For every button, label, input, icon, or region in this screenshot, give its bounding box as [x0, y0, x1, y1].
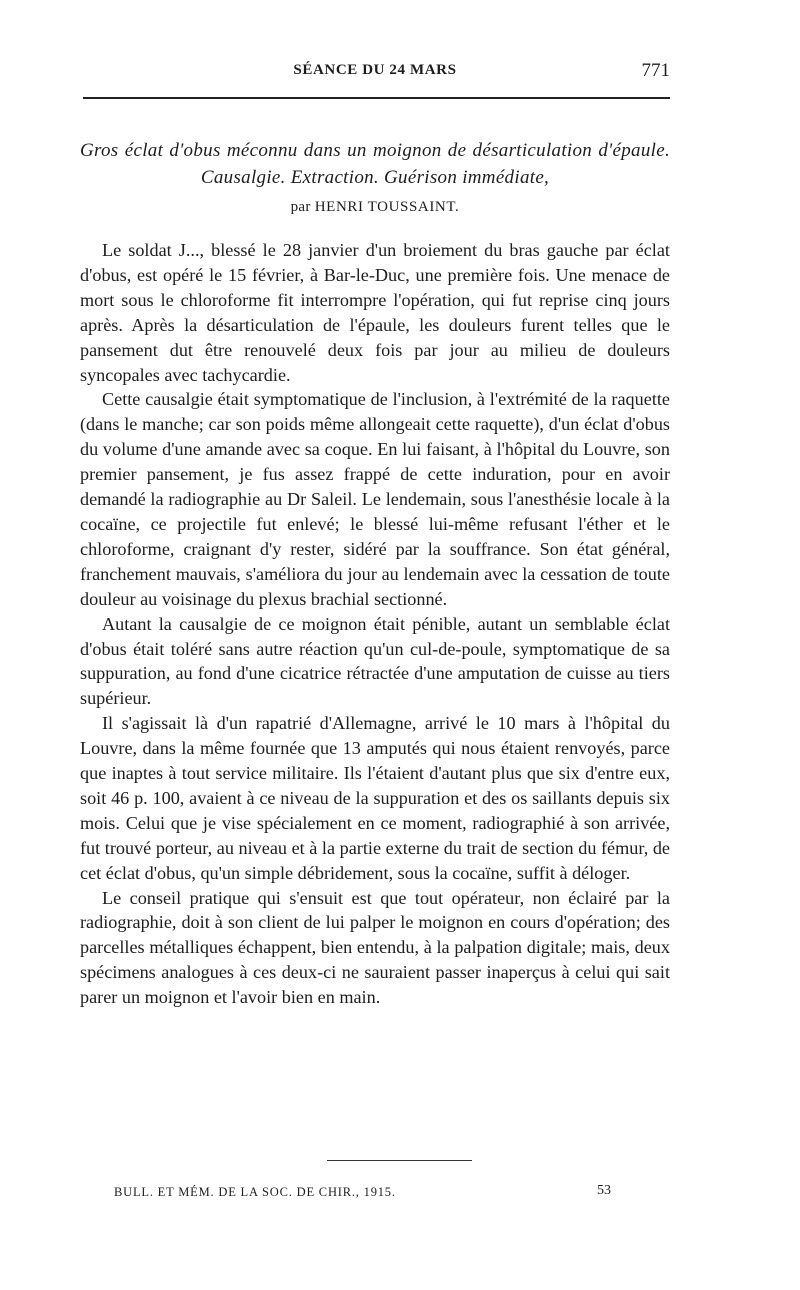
- page-number: 771: [641, 60, 670, 81]
- running-title: SÉANCE DU 24 MARS: [293, 62, 457, 78]
- running-head: [80, 62, 670, 84]
- footer-citation: BULL. ET MÉM. DE LA SOC. DE CHIR., 1915.: [114, 1185, 396, 1199]
- header-rule: [83, 97, 670, 99]
- byline-prefix: par: [290, 199, 311, 215]
- footer-rule: [327, 1160, 472, 1161]
- article-body: [80, 238, 670, 1010]
- paragraph-4: Il s'agissait là d'un rapatrié d'Allemagne, arrivé le 10 mars à l'hôpital du Louvre, dans la même fournée que 13 amputés qui nous étaient renvoyés, parce que inaptes à tout service militaire. Ils l'étaient d'autant plus que six d'entre eux, soit 46 p. 100, avaient à ce niveau de la suppuration et des os saillants depuis six mois. Celui que je vise spécialement en ce moment, radiographié à son arrivée, fut trouvé porteur, au niveau et à la partie externe du trait de section du fémur, de cet éclat d'obus, qu'un simple débridement, sous la cocaïne, suffit à déloger.: [80, 713, 670, 883]
- byline: [80, 199, 670, 216]
- author-name: HENRI TOUSSAINT.: [314, 199, 460, 215]
- paragraph-1: Le soldat J..., blessé le 28 janvier d'un broiement du bras gauche par éclat d'obus, est opéré le 15 février, à Bar-le-Duc, une première fois. Une menace de mort sous le chloroforme fit interrompre l'opération, qui fut reprise cinq jours après. Après la désarticulation de l'épaule, les douleurs furent telles que le pansement dut être renouvelé deux fois par jour au milieu de douleurs syncopales avec tachycardie.: [80, 240, 670, 385]
- paragraph-3: Autant la causalgie de ce moignon était pénible, autant un semblable éclat d'obus était toléré sans autre réaction qu'un cul-de-poule, symptomatique de sa suppuration, au fond d'une cicatrice rétractée d'une amputation de cuisse au tiers supérieur.: [80, 613, 670, 709]
- article-title: Gros éclat d'obus méconnu dans un moignon de désarticulation d'épaule. Causalgie. Extraction. Guérison immédiate,: [80, 140, 670, 188]
- paragraph-2: Cette causalgie était symptomatique de l'inclusion, à l'extrémité de la raquette (dans le manche; car son poids même allongeait cette raquette), d'un éclat d'obus du volume d'une amande avec sa coque. En lui faisant, à l'hôpital du Louvre, son premier pansement, je fus assez frappé de cette induration, pour en avoir demandé la radiographie au Dr Saleil. Le lendemain, sous l'anesthésie locale à la cocaïne, ce projectile fut enlevé; le blessé lui-même refusant l'éther et le chloroforme, craignant d'y rester, sidéré par la souffrance. Son état général, franchement mauvais, s'améliora du jour au lendemain avec la cessation de toute douleur au voisinage du plexus brachial sectionné.: [80, 389, 670, 609]
- paragraph-5: Le conseil pratique qui s'ensuit est que tout opérateur, non éclairé par la radiographie, doit à son client de lui palper le moignon en cours d'opération; des parcelles métalliques échappent, bien entendu, à la palpation digitale; mais, deux spécimens analogues à ces deux-ci ne sauraient passer inaperçus à celui qui sait parer un moignon et l'avoir bien en main.: [80, 887, 670, 1008]
- footer-signature: 53: [597, 1183, 611, 1198]
